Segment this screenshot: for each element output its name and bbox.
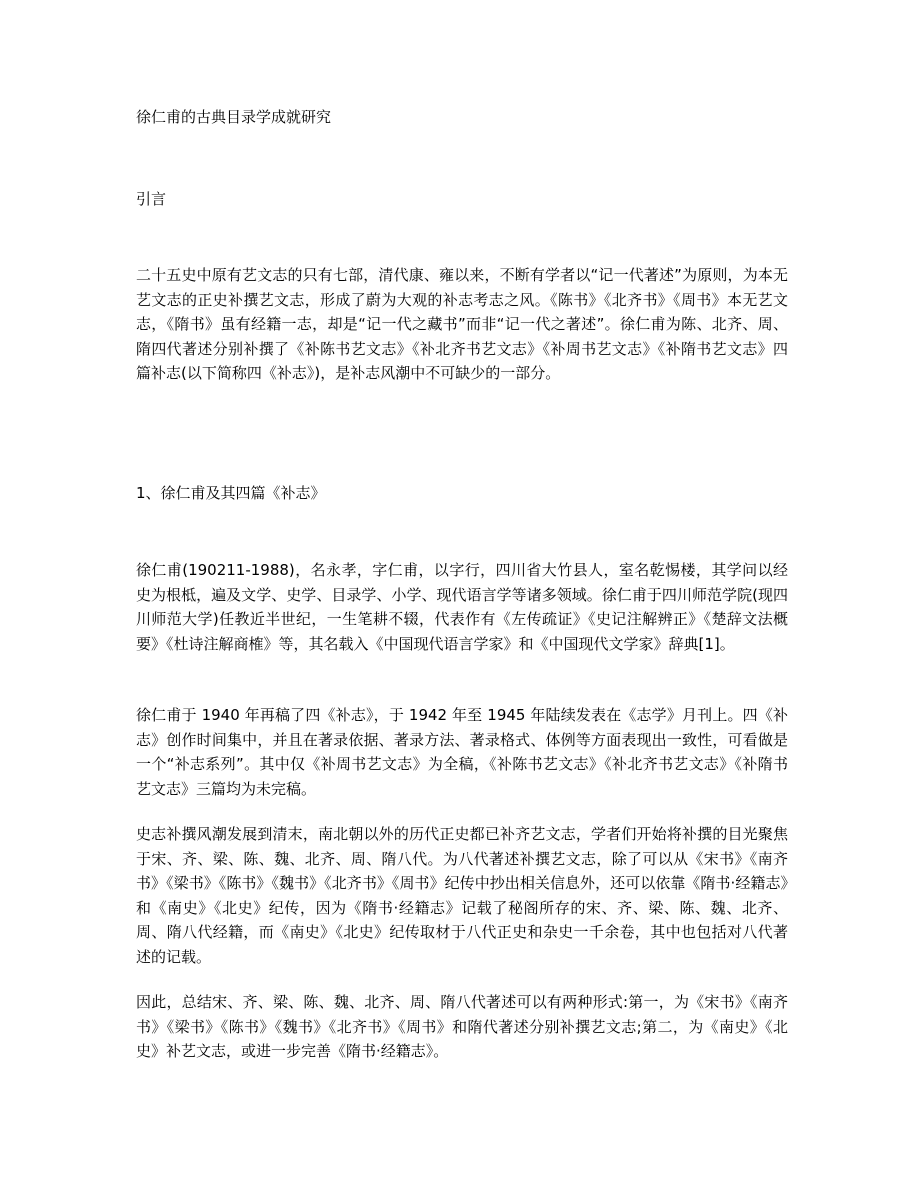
section1-paragraph-3: 史志补撰风潮发展到清末，南北朝以外的历代正史都已补齐艺文志，学者们开始将补撰的目光聚焦于宋、齐、梁、陈、魏、北齐、周、隋八代。为八代著述补撰艺文志，除了可以从《宋书》《南齐书》《梁书》《陈书》《魏书》《北齐书》《周书》纪传中抄出相关信息外，还可以依靠《隋书·经籍志》和《南史》《北史》纪传，因为《隋书·经籍志》记载了秘阁所存的宋、齐、梁、陈、魏、北齐、周、隋八代经籍，而《南史》《北史》纪传取材于八代正史和杂史一千余卷，其中也包括对八代著述的记载。 (136, 825, 788, 966)
document-title: 徐仁甫的古典目录学成就研究 (136, 108, 332, 126)
section1-heading: 1、徐仁甫及其四篇《补志》 (136, 484, 326, 502)
intro-paragraph: 二十五史中原有艺文志的只有七部，清代康、雍以来，不断有学者以“记一代著述”为原则，为本无艺文志的正史补撰艺文志，形成了蔚为大观的补志考志之风。《陈书》《北齐书》《周书》本无艺文志，《隋书》虽有经籍一志，却是“记一代之藏书”而非“记一代之著述”。徐仁甫为陈、北齐、周、隋四代著述分别补撰了《补陈书艺文志》《补北齐书艺文志》《补周书艺文志》《补隋书艺文志》四篇补志(以下简称四《补志》)，是补志风潮中不可缺少的一部分。 (136, 266, 788, 382)
intro-heading: 引言 (136, 190, 167, 208)
section1-paragraph-1: 徐仁甫(190211-1988)，名永孝，字仁甫，以字行，四川省大竹县人，室名乾惕楼，其学问以经史为根柢，遍及文学、史学、目录学、小学、现代语言学等诸多领域。徐仁甫于四川师范学院(现四川师范大学)任教近半世纪，一生笔耕不辍，代表作有《左传疏证》《史记注解辨正》《楚辞文法概要》《杜诗注解商榷》等，其名载入《中国现代语言学家》和《中国现代文学家》辞典[1]。 (136, 561, 788, 653)
section1-paragraph-2: 徐仁甫于 1940 年再稿了四《补志》，于 1942 年至 1945 年陆续发表在《志学》月刊上。四《补志》创作时间集中，并且在著录依据、著录方法、著录格式、体例等方面表现出一致性，可看做是一个“补志系列”。其中仅《补周书艺文志》为全稿，《补陈书艺文志》《补北齐书艺文志》《补隋书艺文志》三篇均为未完稿。 (136, 706, 788, 798)
section1-paragraph-4: 因此，总结宋、齐、梁、陈、魏、北齐、周、隋八代著述可以有两种形式:第一，为《宋书》《南齐书》《梁书》《陈书》《魏书》《北齐书》《周书》和隋代著述分别补撰艺文志;第二，为《南史》《北史》补艺文志，或进一步完善《隋书·经籍志》。 (136, 993, 788, 1060)
